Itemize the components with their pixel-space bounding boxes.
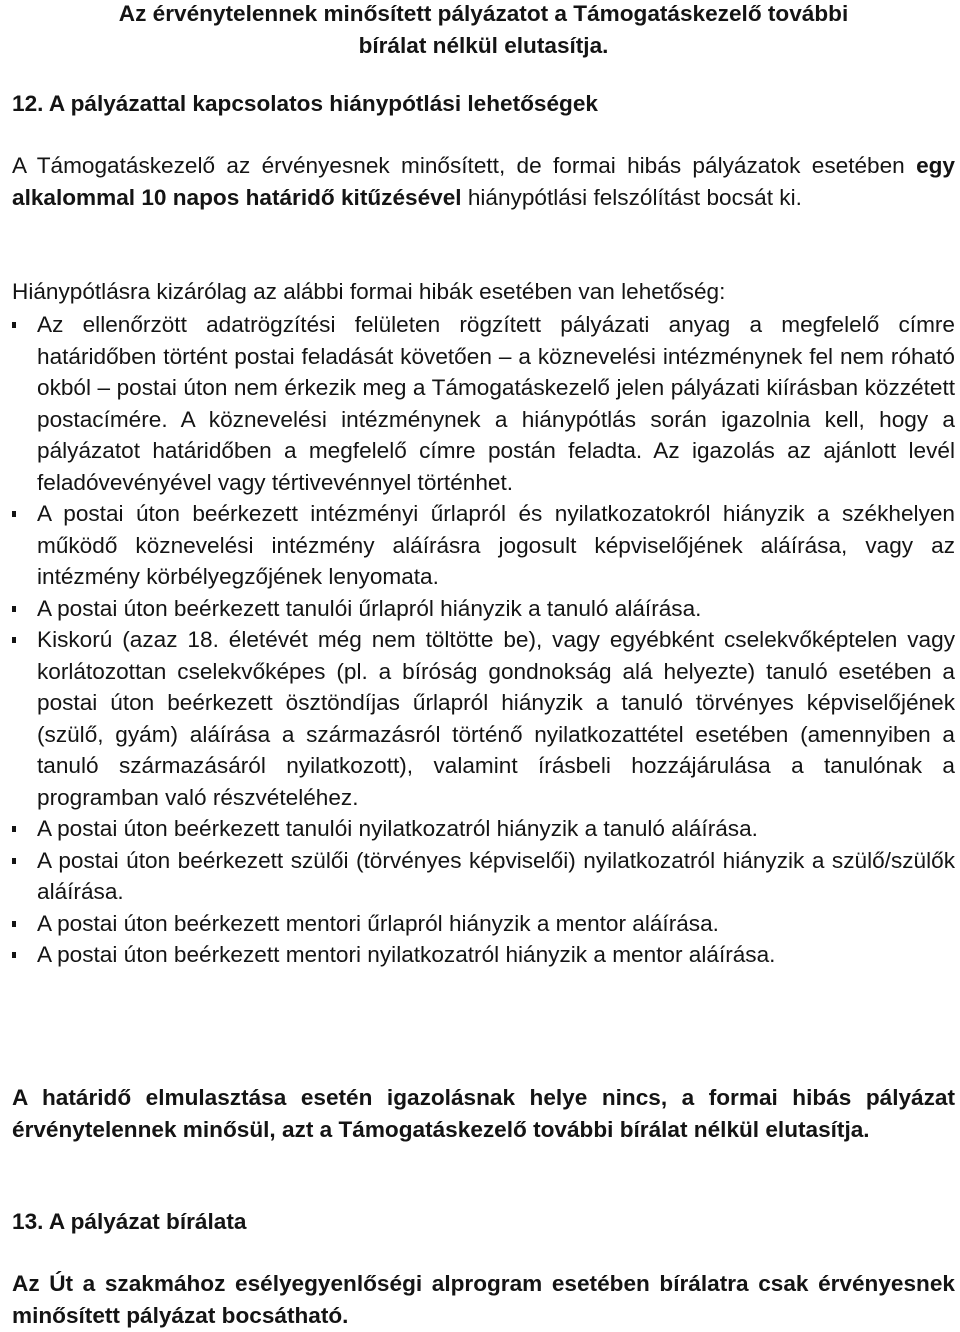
section-12-heading: 12. A pályázattal kapcsolatos hiánypótlási lehetőségek xyxy=(12,91,598,116)
para1-text-start: A Támogatáskezelő az érvényesnek minősített, de formai hibás pályázatok esetében xyxy=(12,153,917,178)
list-item-text: A postai úton beérkezett tanulói nyilatkozatról hiányzik a tanuló aláírása. xyxy=(37,816,758,841)
bullet-icon xyxy=(12,606,16,612)
list-item xyxy=(12,498,955,593)
intro-line-2: bírálat nélkül elutasítja. xyxy=(358,32,609,58)
bullet-icon xyxy=(12,637,16,643)
list-item-text: A postai úton beérkezett szülői (törvényes képviselői) nyilatkozatról hiányzik a szülő/szülők aláírása. xyxy=(37,847,955,904)
intro-paragraph xyxy=(12,0,955,61)
bullet-icon xyxy=(12,511,16,517)
list-item-text: A postai úton beérkezett mentori űrlapról hiányzik a mentor aláírása. xyxy=(37,910,719,936)
section-13-paragraph: Az Út a szakmához esélyegyenlőségi alprogram esetében bírálatra csak érvényesnek minősített pályázat bocsátható. xyxy=(12,1271,955,1328)
bullet-icon xyxy=(12,921,16,927)
list-item-text: Az ellenőrzött adatrögzítési felületen rögzített pályázati anyag a megfelelő címre határidőben történt postai feladását követően – a köznevelési intézménynek fel nem róható okból – postai úton nem érkezik meg a Támogatáskezelő jelen pályázati kiírásban közzétett postacímére. A köznevelési intézménynek a hiánypótlás során igazolnia kell, hogy a pályázatot határidőben a megfelelő címre postán feladta. Az igazolás az ajánlott levél feladóvevényével vagy tértivevénnyel történhet. xyxy=(37,312,955,495)
deficiency-list xyxy=(12,309,955,971)
intro-line-1: Az érvénytelennek minősített pályázatot a Támogatáskezelő további xyxy=(118,1,849,26)
deadline-paragraph: A határidő elmulasztása esetén igazolásnak helye nincs, a formai hibás pályázat érvénytelennek minősül, azt a Támogatáskezelő további bírálat nélkül elutasítja. xyxy=(12,1085,955,1142)
list-item-text: A postai úton beérkezett tanulói űrlapról hiányzik a tanuló aláírása. xyxy=(37,595,702,621)
list-item xyxy=(12,939,955,971)
bullet-icon xyxy=(12,952,16,958)
section-12-paragraph-1 xyxy=(12,150,955,213)
para1-bold-text: egy alkalommal 10 napos határidő kitűzésével xyxy=(12,153,955,210)
list-item-text: A postai úton beérkezett intézményi űrlapról és nyilatkozatokról hiányzik a székhelyen működő köznevelési intézmény aláírásra jogosult képviselőjének aláírása, vagy az intézmény körbélyegzőjének lenyomata. xyxy=(37,501,955,589)
bullet-icon xyxy=(12,858,16,864)
bullet-icon xyxy=(12,322,16,328)
list-item xyxy=(12,309,955,498)
section-13-heading: 13. A pályázat bírálata xyxy=(12,1209,247,1234)
list-item xyxy=(12,624,955,813)
list-item-text: A postai úton beérkezett mentori nyilatkozatról hiányzik a mentor aláírása. xyxy=(37,942,776,967)
list-item xyxy=(12,593,955,625)
section-12-paragraph-2: Hiánypótlásra kizárólag az alábbi formai hibák esetében van lehetőség: xyxy=(12,279,726,304)
bullet-icon xyxy=(12,826,16,832)
list-item xyxy=(12,813,955,845)
list-item xyxy=(12,908,955,940)
list-item xyxy=(12,845,955,908)
para1-text-end: hiánypótlási felszólítást bocsát ki. xyxy=(461,184,802,210)
list-item-text: Kiskorú (azaz 18. életévét még nem töltötte be), vagy egyébként cselekvőképtelen vagy korlátozottan cselekvőképes (pl. a bíróság gondnokság alá helyezte) tanuló esetében a postai úton beérkezett ösztöndíjas űrlapról hiányzik a tanuló törvényes képviselőjének (szülő, gyám) aláírása a származásról történő nyilatkozattétel esetében (amennyiben a tanuló származásáról nyilatkozott), valamint írásbeli hozzájárulása a tanulónak a programban való részvételéhez. xyxy=(37,627,955,810)
